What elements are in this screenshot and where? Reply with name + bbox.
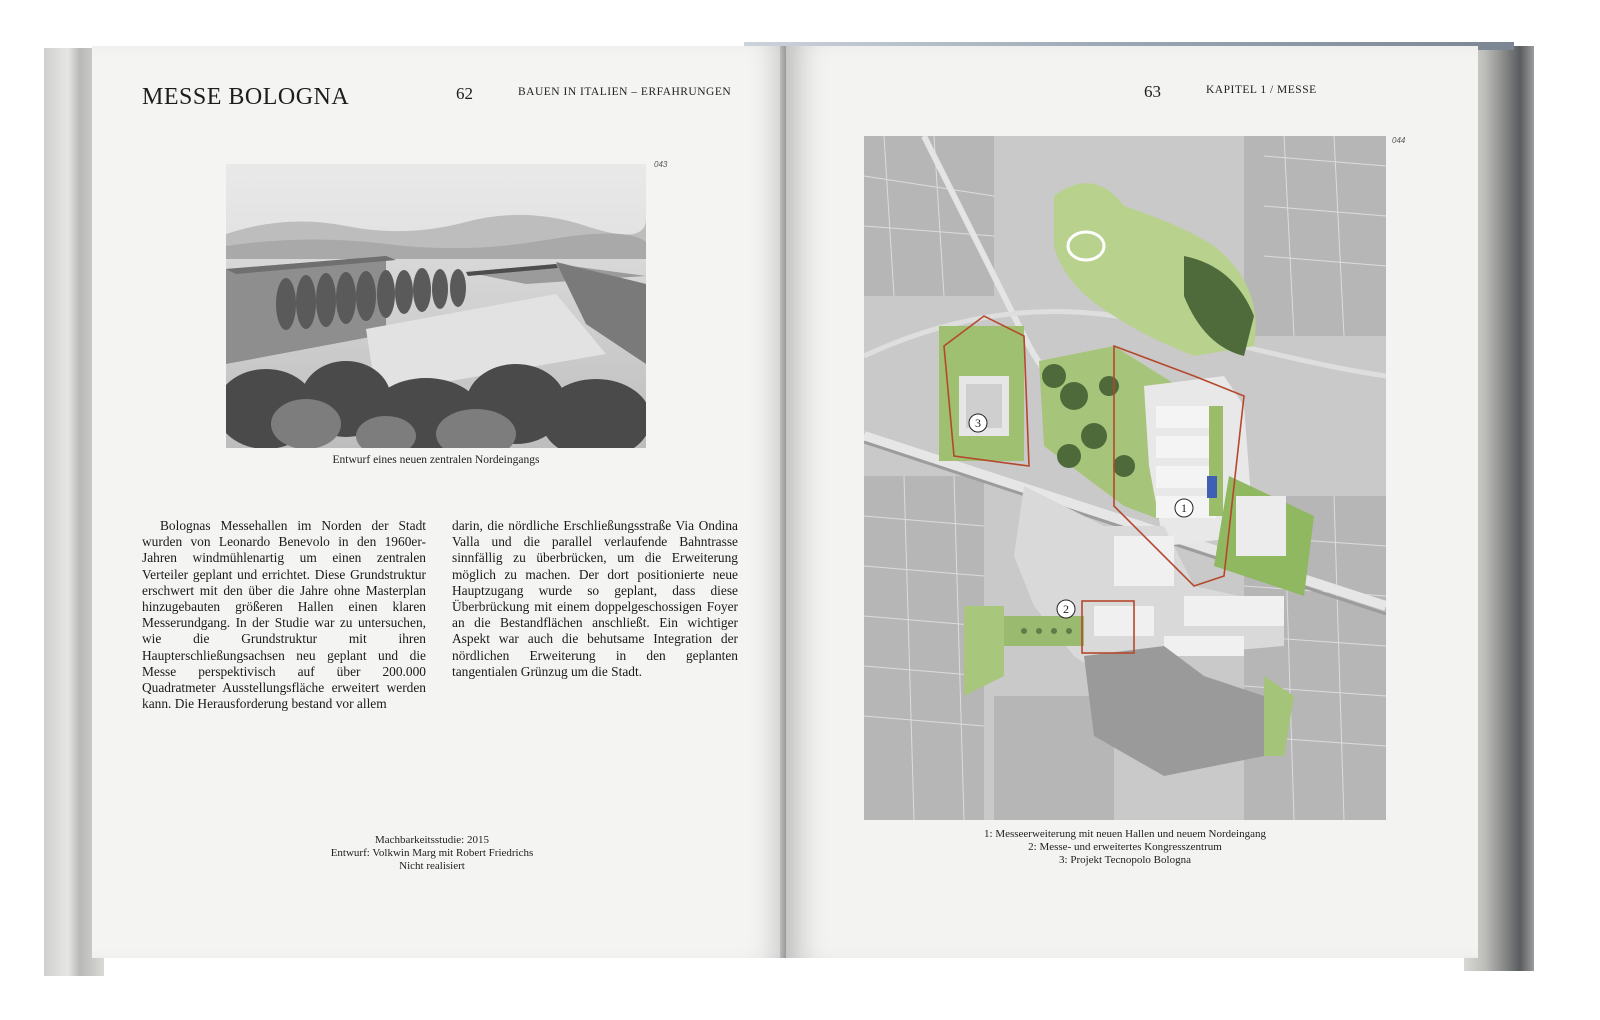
map-marker-3: [969, 414, 987, 432]
legend-item-1: 1: Messeerweiterung mit neuen Hallen und neuem Nordeingang: [984, 828, 1266, 840]
body-paragraph-1: Bolognas Messehallen im Norden der Stadt wurden von Leonardo Benevolo in den 1960er-Jahren windmühlenartig um einen zentralen Verteiler geplant und errichtet. Diese Grundstruktur erschwert mit den über die Jahre ohne Masterplan hinzugebauten größeren Hallen einen klaren Messerundgang. In der Studie war zu untersuchen, wie die Grundstruktur mit ihren Haupterschließungsachsen neu geplant und die Messe perspektivisch auf über 200.000 Quadratmeter Ausstellungsfläche erweitert werden kann. Die Herausforderung bestand vor allem: [142, 518, 426, 712]
site-plan-aerial-map: [864, 136, 1386, 820]
map-marker-1-label: 1: [1181, 501, 1187, 515]
page-number-right: 63: [1144, 82, 1161, 101]
body-text-column-2: [452, 518, 738, 680]
page-number-left: 62: [456, 84, 473, 103]
figure-caption-043: Entwurf eines neuen zentralen Nordeingangs: [332, 454, 540, 466]
running-head-left: BAUEN IN ITALIEN – ERFAHRUNGEN: [518, 86, 732, 98]
body-text-column-1: [142, 518, 426, 712]
credit-line-design: Entwurf: Volkwin Marg mit Robert Friedrichs: [330, 847, 534, 860]
rendering-north-entrance-photo: [226, 164, 646, 448]
running-head-right: KAPITEL 1 / MESSE: [1206, 84, 1317, 96]
legend-item-3: 3: Projekt Tecnopolo Bologna: [1059, 854, 1191, 866]
map-marker-3-label: 3: [975, 416, 981, 430]
right-page: [786, 46, 1478, 958]
figure-number-044: 044: [1392, 136, 1406, 145]
legend-item-2: 2: Messe- und erweitertes Kongresszentrum: [1028, 841, 1222, 853]
map-marker-2-label: 2: [1063, 602, 1069, 616]
credit-line-status: Nicht realisiert: [399, 860, 465, 873]
open-book: [44, 42, 1534, 982]
map-legend: [864, 828, 1386, 867]
project-credits: [282, 834, 582, 874]
map-marker-1: [1175, 499, 1193, 517]
figure-number-043: 043: [654, 160, 668, 169]
left-page: [92, 46, 786, 958]
map-marker-2: [1057, 600, 1075, 618]
chapter-title: MESSE BOLOGNA: [142, 84, 350, 110]
credit-line-study: Machbarkeitsstudie: 2015: [375, 834, 489, 846]
body-paragraph-2: darin, die nördliche Erschließungsstraße Via Ondina Valla und die parallel verlaufende Bahntrasse sinnfällig zu überbrücken, um die Erweiterung möglich zu machen. Der dort positionierte neue Hauptzugang wurde so geplant, dass diese Überbrückung mit einem doppelgeschossigen Foyer an die Bestandflächen anschließt. Ein wichtiger Aspekt war auch die behutsame Integration der nördlichen Erweiterung in den geplanten tangentialen Grünzug um die Stadt.: [452, 518, 738, 679]
